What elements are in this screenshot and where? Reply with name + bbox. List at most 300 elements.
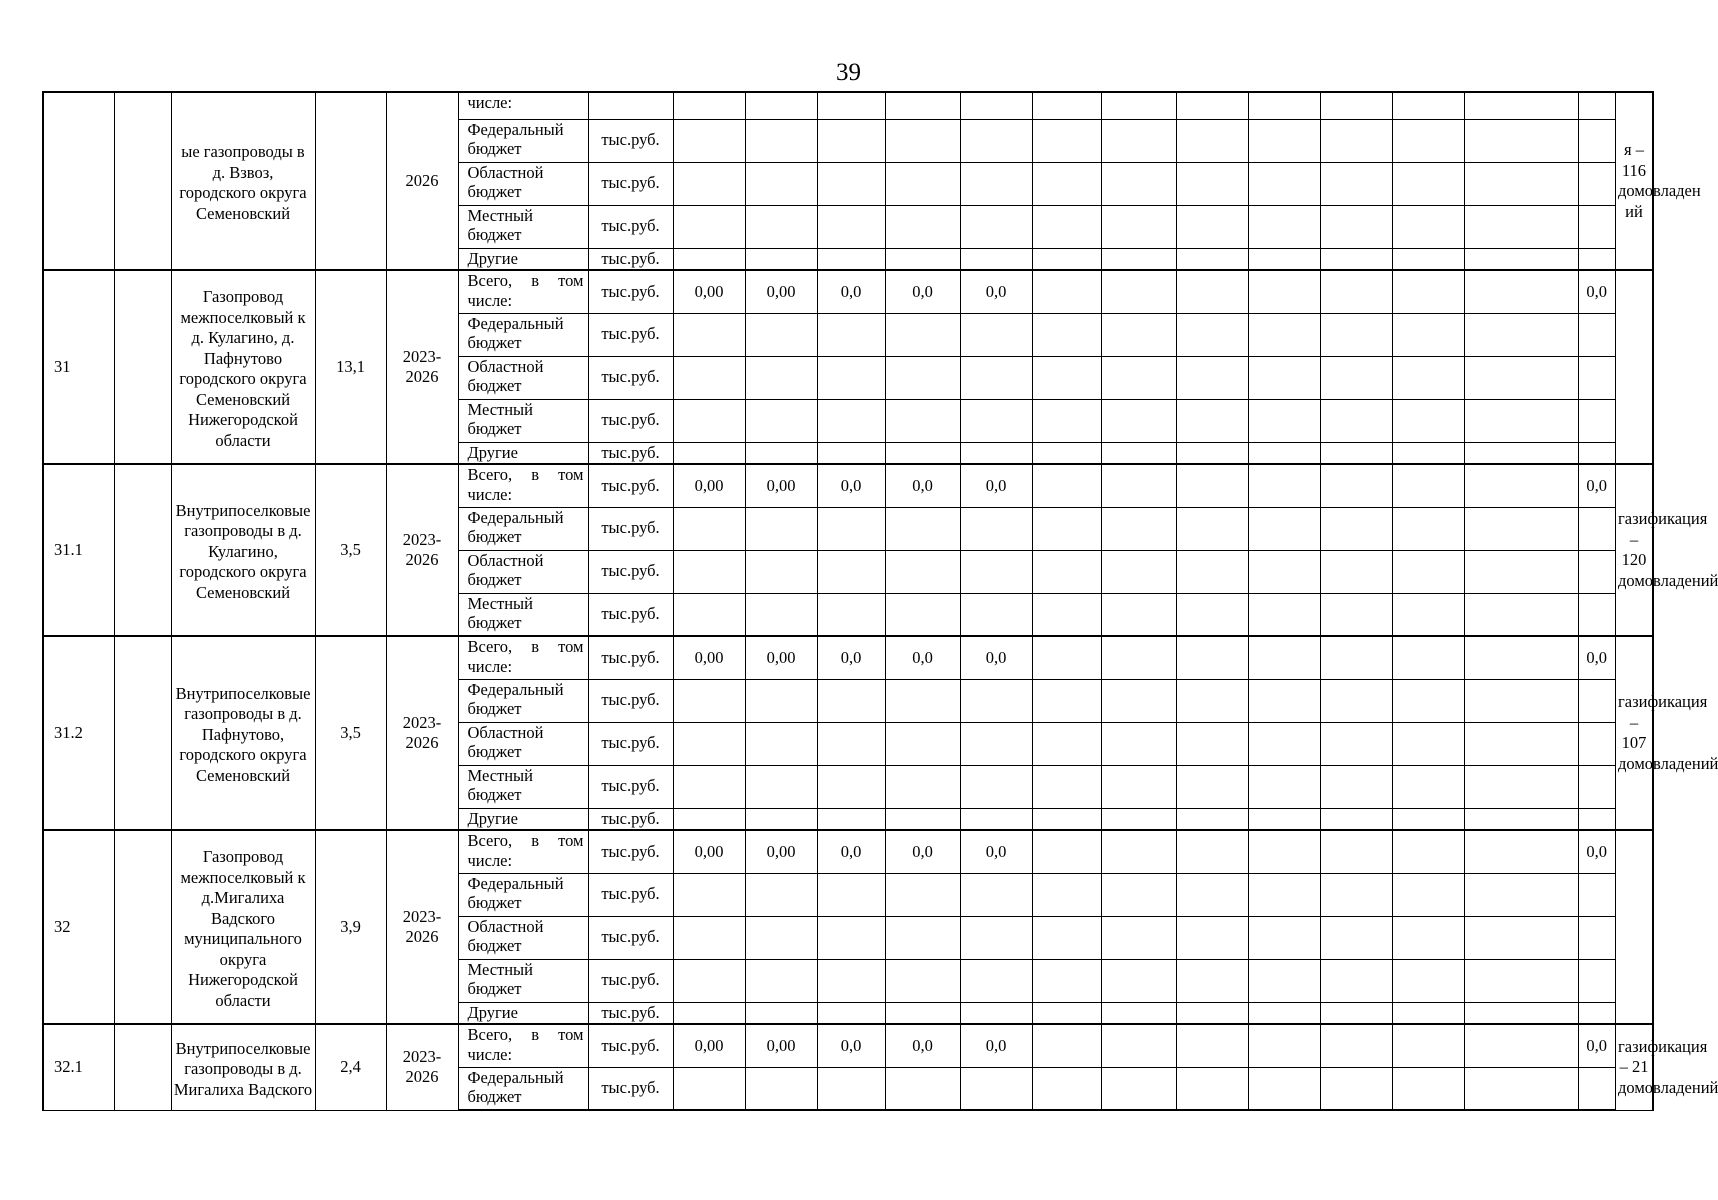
- value-cell: [1032, 442, 1101, 464]
- value-cell: [745, 550, 817, 593]
- source-total: [458, 636, 588, 679]
- row-number: 32: [43, 830, 114, 1024]
- value-cell: [1464, 722, 1578, 765]
- value-cell: [1032, 507, 1101, 550]
- value-cell: [1320, 507, 1392, 550]
- object-name: Внутрипоселковые газопроводы в д. Мигалиха Вадского: [171, 1024, 315, 1110]
- value-cell: [673, 119, 745, 162]
- value-cell: 0,00: [745, 270, 817, 313]
- value-cell: [1032, 765, 1101, 808]
- value-cell: [960, 162, 1032, 205]
- value-cell: [817, 765, 885, 808]
- value-cell: [960, 248, 1032, 270]
- value-cell: [1176, 356, 1248, 399]
- value-cell: [1464, 550, 1578, 593]
- value-cell: [1464, 1067, 1578, 1110]
- value-cell: [1248, 722, 1320, 765]
- value-cell: [1320, 873, 1392, 916]
- value-cell: [1248, 765, 1320, 808]
- value-cell: [673, 356, 745, 399]
- unit-cell: тыс.руб.: [588, 270, 673, 313]
- value-cell: [1392, 1067, 1464, 1110]
- value-cell: [960, 765, 1032, 808]
- value-cell: [1464, 765, 1578, 808]
- value-cell: [1032, 162, 1101, 205]
- length-km: 3,9: [315, 830, 386, 1024]
- table-row: [43, 830, 1653, 873]
- value-cell: [817, 808, 885, 830]
- implementation-period: 2023-2026: [386, 464, 458, 636]
- value-cell: [1464, 464, 1578, 507]
- value-cell: [817, 1067, 885, 1110]
- table-row: [43, 464, 1653, 507]
- value-cell: [745, 119, 817, 162]
- value-cell: [1248, 679, 1320, 722]
- source-other: Другие: [458, 248, 588, 270]
- value-cell: [673, 248, 745, 270]
- value-cell: [960, 205, 1032, 248]
- value-cell: [960, 593, 1032, 636]
- value-cell: [1578, 916, 1616, 959]
- value-cell: [1392, 356, 1464, 399]
- source-total-line2: числе:: [467, 290, 513, 310]
- source-federal: Федеральный бюджет: [458, 119, 588, 162]
- value-cell: [745, 313, 817, 356]
- value-cell: [745, 765, 817, 808]
- value-cell: [1248, 959, 1320, 1002]
- value-cell: [1248, 830, 1320, 873]
- value-cell: [673, 162, 745, 205]
- program-table: [42, 91, 1718, 1111]
- value-cell: [1464, 356, 1578, 399]
- value-cell: [1578, 593, 1616, 636]
- value-cell: [673, 550, 745, 593]
- value-cell: [673, 808, 745, 830]
- source-local: Местный бюджет: [458, 205, 588, 248]
- unit-cell: тыс.руб.: [588, 1024, 673, 1067]
- row-number: [43, 92, 114, 270]
- value-cell: 0,0: [817, 636, 885, 679]
- value-cell: [960, 119, 1032, 162]
- value-cell: [745, 92, 817, 119]
- value-cell: 0,0: [817, 830, 885, 873]
- value-cell: 0,00: [673, 464, 745, 507]
- value-cell: [960, 873, 1032, 916]
- value-cell: [1320, 162, 1392, 205]
- source-total: [458, 830, 588, 873]
- table-row: [43, 92, 1653, 119]
- value-cell: [1248, 1002, 1320, 1024]
- value-cell: [673, 507, 745, 550]
- value-cell: [1464, 313, 1578, 356]
- value-cell: [1578, 873, 1616, 916]
- value-cell: [1578, 92, 1616, 119]
- value-cell: [1578, 808, 1616, 830]
- source-federal: Федеральный бюджет: [458, 873, 588, 916]
- value-cell: [1032, 916, 1101, 959]
- value-cell: [1320, 205, 1392, 248]
- value-cell: [1032, 593, 1101, 636]
- length-km: 2,4: [315, 1024, 386, 1110]
- value-cell: [1392, 765, 1464, 808]
- source-total-line1: Всего, в том: [467, 465, 584, 484]
- value-cell: [1101, 916, 1176, 959]
- value-cell: [885, 313, 960, 356]
- value-cell: [885, 442, 960, 464]
- value-cell: [1578, 442, 1616, 464]
- value-cell: [1578, 313, 1616, 356]
- value-cell: [817, 916, 885, 959]
- unit-cell: тыс.руб.: [588, 205, 673, 248]
- empty-cell: [114, 636, 171, 830]
- value-cell: [1578, 162, 1616, 205]
- value-cell: [1101, 765, 1176, 808]
- value-cell: [1320, 313, 1392, 356]
- value-cell: [1101, 507, 1176, 550]
- object-name: Газопровод межпоселковый к д.Мигалиха Вадского муниципального округа Нижегородской области: [171, 830, 315, 1024]
- source-other: Другие: [458, 808, 588, 830]
- value-cell: [817, 722, 885, 765]
- value-cell: [1392, 92, 1464, 119]
- value-cell: [885, 722, 960, 765]
- value-cell: [1248, 808, 1320, 830]
- result-text: [1616, 830, 1654, 1024]
- value-cell: [1464, 119, 1578, 162]
- value-cell: [1392, 679, 1464, 722]
- value-cell: 0,00: [745, 830, 817, 873]
- value-cell: 0,0: [885, 1024, 960, 1067]
- value-cell: [1101, 399, 1176, 442]
- implementation-period: 2023-2026: [386, 830, 458, 1024]
- source-local: Местный бюджет: [458, 959, 588, 1002]
- source-total-line2: числе:: [467, 484, 513, 504]
- value-cell: [885, 1002, 960, 1024]
- value-cell: 0,0: [1578, 830, 1616, 873]
- value-cell: [1464, 830, 1578, 873]
- value-cell: [960, 550, 1032, 593]
- value-cell: 0,0: [817, 464, 885, 507]
- value-cell: [885, 507, 960, 550]
- value-cell: [1464, 92, 1578, 119]
- value-cell: [1392, 1002, 1464, 1024]
- value-cell: [1392, 313, 1464, 356]
- value-cell: [1101, 808, 1176, 830]
- unit-cell: тыс.руб.: [588, 959, 673, 1002]
- value-cell: [1101, 830, 1176, 873]
- value-cell: [1320, 92, 1392, 119]
- value-cell: [673, 959, 745, 1002]
- value-cell: [673, 1067, 745, 1110]
- value-cell: [745, 593, 817, 636]
- value-cell: [885, 1067, 960, 1110]
- value-cell: [1392, 916, 1464, 959]
- value-cell: [745, 722, 817, 765]
- unit-cell: тыс.руб.: [588, 442, 673, 464]
- empty-cell: [114, 92, 171, 270]
- value-cell: [1392, 959, 1464, 1002]
- unit-cell: тыс.руб.: [588, 550, 673, 593]
- value-cell: [1578, 679, 1616, 722]
- value-cell: 0,0: [960, 636, 1032, 679]
- value-cell: [1320, 1067, 1392, 1110]
- value-cell: [1392, 464, 1464, 507]
- source-other: Другие: [458, 442, 588, 464]
- value-cell: [885, 162, 960, 205]
- source-total: [458, 464, 588, 507]
- value-cell: [1392, 205, 1464, 248]
- value-cell: [817, 679, 885, 722]
- value-cell: [1101, 959, 1176, 1002]
- value-cell: 0,00: [745, 1024, 817, 1067]
- value-cell: [1032, 119, 1101, 162]
- unit-cell: тыс.руб.: [588, 507, 673, 550]
- value-cell: [673, 92, 745, 119]
- value-cell: [673, 679, 745, 722]
- unit-cell: тыс.руб.: [588, 1002, 673, 1024]
- value-cell: [1392, 550, 1464, 593]
- value-cell: [1464, 679, 1578, 722]
- empty-cell: [114, 270, 171, 464]
- source-total: [458, 270, 588, 313]
- source-federal: Федеральный бюджет: [458, 1067, 588, 1110]
- value-cell: [1464, 1002, 1578, 1024]
- value-cell: [885, 679, 960, 722]
- value-cell: [1320, 399, 1392, 442]
- value-cell: [817, 873, 885, 916]
- value-cell: [1578, 356, 1616, 399]
- value-cell: 0,0: [885, 830, 960, 873]
- unit-cell: тыс.руб.: [588, 636, 673, 679]
- value-cell: [885, 550, 960, 593]
- value-cell: [1032, 550, 1101, 593]
- value-cell: [1392, 593, 1464, 636]
- unit-cell: тыс.руб.: [588, 464, 673, 507]
- value-cell: [1101, 464, 1176, 507]
- length-km: [315, 92, 386, 270]
- value-cell: [1248, 92, 1320, 119]
- value-cell: [1101, 1067, 1176, 1110]
- value-cell: [1176, 873, 1248, 916]
- value-cell: [1248, 399, 1320, 442]
- value-cell: [745, 808, 817, 830]
- value-cell: [1392, 162, 1464, 205]
- value-cell: [1032, 1067, 1101, 1110]
- value-cell: [1578, 205, 1616, 248]
- value-cell: [1032, 1024, 1101, 1067]
- value-cell: [1176, 248, 1248, 270]
- object-name: ые газопроводы в д. Взвоз, городского округа Семеновский: [171, 92, 315, 270]
- value-cell: [885, 119, 960, 162]
- value-cell: [1320, 442, 1392, 464]
- source-regional: Областной бюджет: [458, 162, 588, 205]
- value-cell: [1176, 270, 1248, 313]
- value-cell: [960, 722, 1032, 765]
- value-cell: 0,0: [1578, 464, 1616, 507]
- unit-cell: тыс.руб.: [588, 313, 673, 356]
- empty-cell: [114, 464, 171, 636]
- value-cell: [1101, 248, 1176, 270]
- result-text: [1616, 270, 1654, 464]
- value-cell: [1176, 593, 1248, 636]
- value-cell: [1464, 593, 1578, 636]
- source-other: Другие: [458, 1002, 588, 1024]
- value-cell: [1392, 270, 1464, 313]
- source-local: Местный бюджет: [458, 399, 588, 442]
- unit-cell: тыс.руб.: [588, 1067, 673, 1110]
- table-row: [43, 270, 1653, 313]
- value-cell: [1101, 205, 1176, 248]
- value-cell: [1248, 442, 1320, 464]
- value-cell: [1032, 830, 1101, 873]
- value-cell: [673, 916, 745, 959]
- empty-cell: [114, 1024, 171, 1110]
- result-text: газификация – 120 домовладений: [1616, 464, 1654, 636]
- unit-cell: тыс.руб.: [588, 765, 673, 808]
- value-cell: [1578, 248, 1616, 270]
- value-cell: [817, 313, 885, 356]
- value-cell: [673, 722, 745, 765]
- source-local: Местный бюджет: [458, 593, 588, 636]
- value-cell: [1101, 550, 1176, 593]
- value-cell: [817, 92, 885, 119]
- value-cell: [745, 162, 817, 205]
- length-km: 13,1: [315, 270, 386, 464]
- value-cell: [885, 959, 960, 1002]
- value-cell: [1176, 162, 1248, 205]
- value-cell: [960, 1067, 1032, 1110]
- value-cell: [885, 593, 960, 636]
- value-cell: [1248, 916, 1320, 959]
- value-cell: [960, 313, 1032, 356]
- value-cell: [1248, 873, 1320, 916]
- source-local: Местный бюджет: [458, 765, 588, 808]
- value-cell: 0,0: [960, 1024, 1032, 1067]
- value-cell: [1320, 1024, 1392, 1067]
- value-cell: [1248, 270, 1320, 313]
- value-cell: [745, 679, 817, 722]
- value-cell: [960, 356, 1032, 399]
- value-cell: [1032, 679, 1101, 722]
- value-cell: [1578, 507, 1616, 550]
- value-cell: [1464, 1024, 1578, 1067]
- value-cell: [1101, 873, 1176, 916]
- value-cell: [1392, 873, 1464, 916]
- result-text: газификация – 107 домовладений: [1616, 636, 1654, 830]
- value-cell: [1464, 399, 1578, 442]
- value-cell: [1464, 162, 1578, 205]
- value-cell: [1320, 722, 1392, 765]
- unit-cell: [588, 92, 673, 119]
- value-cell: [673, 399, 745, 442]
- value-cell: [1578, 1067, 1616, 1110]
- value-cell: [1032, 636, 1101, 679]
- value-cell: [960, 442, 1032, 464]
- value-cell: 0,0: [960, 830, 1032, 873]
- value-cell: [673, 205, 745, 248]
- value-cell: [817, 248, 885, 270]
- value-cell: [1176, 916, 1248, 959]
- value-cell: [1320, 356, 1392, 399]
- value-cell: [673, 765, 745, 808]
- value-cell: [1176, 679, 1248, 722]
- value-cell: [745, 248, 817, 270]
- value-cell: [885, 205, 960, 248]
- value-cell: [1032, 205, 1101, 248]
- value-cell: 0,00: [673, 270, 745, 313]
- value-cell: [817, 162, 885, 205]
- unit-cell: тыс.руб.: [588, 119, 673, 162]
- unit-cell: тыс.руб.: [588, 593, 673, 636]
- value-cell: 0,00: [673, 1024, 745, 1067]
- value-cell: [1032, 399, 1101, 442]
- source-total-line2: числе:: [467, 850, 513, 870]
- value-cell: [960, 808, 1032, 830]
- source-federal: Федеральный бюджет: [458, 507, 588, 550]
- value-cell: [1032, 313, 1101, 356]
- value-cell: [1392, 442, 1464, 464]
- value-cell: [1320, 270, 1392, 313]
- empty-cell: [114, 830, 171, 1024]
- source-federal: Федеральный бюджет: [458, 313, 588, 356]
- value-cell: [1320, 593, 1392, 636]
- value-cell: [1464, 636, 1578, 679]
- value-cell: [1392, 507, 1464, 550]
- value-cell: [1578, 765, 1616, 808]
- value-cell: [1032, 722, 1101, 765]
- value-cell: [1176, 92, 1248, 119]
- value-cell: [745, 442, 817, 464]
- value-cell: [960, 399, 1032, 442]
- value-cell: [1464, 507, 1578, 550]
- value-cell: [1578, 119, 1616, 162]
- value-cell: [1032, 959, 1101, 1002]
- value-cell: [1464, 442, 1578, 464]
- value-cell: [1176, 830, 1248, 873]
- value-cell: [1320, 1002, 1392, 1024]
- value-cell: [1578, 1002, 1616, 1024]
- value-cell: [673, 873, 745, 916]
- unit-cell: тыс.руб.: [588, 873, 673, 916]
- value-cell: [745, 356, 817, 399]
- value-cell: [1176, 1002, 1248, 1024]
- value-cell: [745, 916, 817, 959]
- value-cell: [1248, 593, 1320, 636]
- row-number: 31.2: [43, 636, 114, 830]
- value-cell: [1320, 679, 1392, 722]
- value-cell: [1176, 442, 1248, 464]
- row-number: 32.1: [43, 1024, 114, 1110]
- value-cell: [1101, 1024, 1176, 1067]
- source-total-line1: Всего, в том: [467, 637, 584, 656]
- value-cell: [1248, 205, 1320, 248]
- value-cell: [1464, 270, 1578, 313]
- source-regional: Областной бюджет: [458, 550, 588, 593]
- value-cell: [1392, 119, 1464, 162]
- value-cell: 0,00: [673, 830, 745, 873]
- value-cell: [1578, 722, 1616, 765]
- value-cell: [1032, 270, 1101, 313]
- value-cell: [1176, 119, 1248, 162]
- value-cell: 0,0: [817, 270, 885, 313]
- value-cell: 0,00: [745, 464, 817, 507]
- source-total-line2: числе:: [467, 656, 513, 676]
- value-cell: 0,00: [745, 636, 817, 679]
- unit-cell: тыс.руб.: [588, 162, 673, 205]
- value-cell: [745, 399, 817, 442]
- value-cell: [1176, 464, 1248, 507]
- value-cell: [1248, 1024, 1320, 1067]
- value-cell: [885, 248, 960, 270]
